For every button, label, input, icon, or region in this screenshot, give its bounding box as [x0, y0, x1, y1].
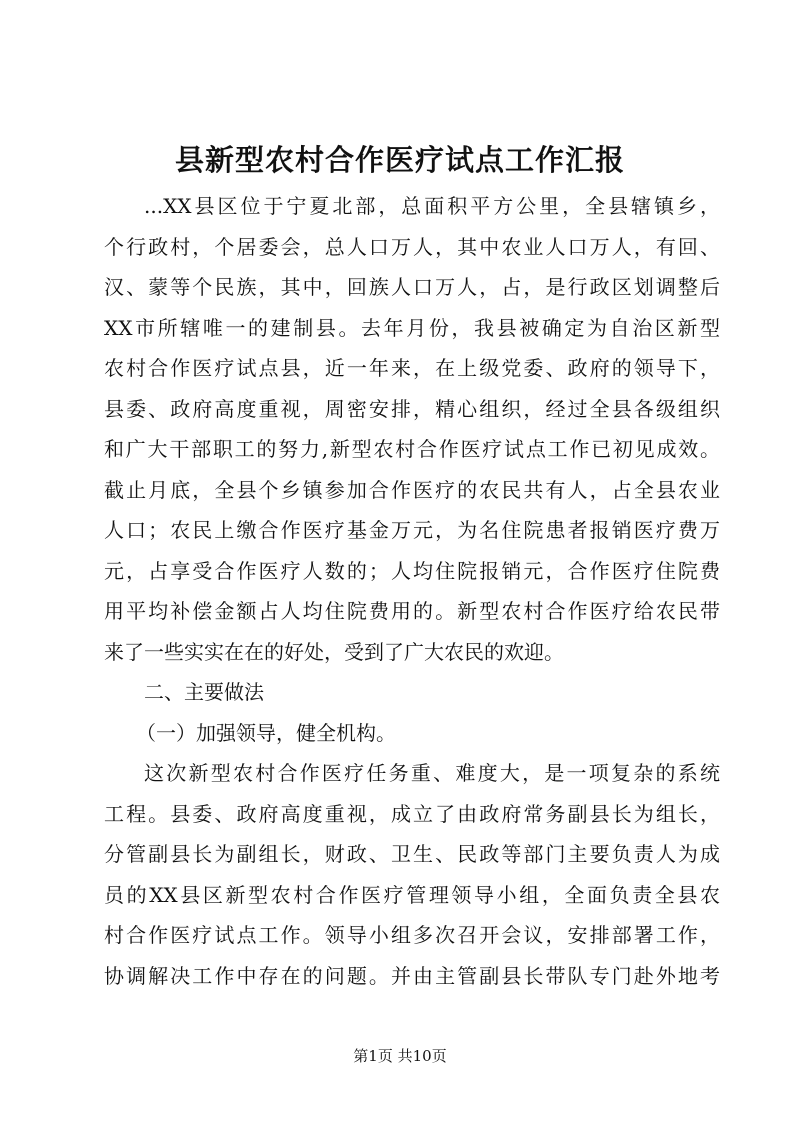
text-line: 元，占享受合作医疗人数的；人均住院报销元，合作医疗住院费 — [104, 558, 720, 583]
text-line: 工程。县委、政府高度重视，成立了由政府常务副县长为组长， — [104, 801, 720, 826]
text-line: 这次新型农村合作医疗任务重、难度大，是一项复杂的系统 — [144, 761, 720, 785]
document-title: 县新型农村合作医疗试点工作汇报 — [174, 143, 625, 177]
text-line: 用平均补偿金额占人均住院费用的。新型农村合作医疗给农民带 — [104, 599, 720, 623]
text-line: 来了一些实实在在的好处，受到了广大农民的欢迎。 — [104, 639, 564, 664]
text-line: 农村合作医疗试点县，近一年来，在上级党委、政府的领导下， — [104, 356, 720, 380]
text-line: 县委、政府高度重视，周密安排，精心组织，经过全县各级组织 — [104, 396, 720, 421]
text-line: 和广大干部职工的努力,新型农村合作医疗试点工作已初见成效。 — [104, 437, 720, 461]
text-line: 分管副县长为副组长，财政、卫生、民政等部门主要负责人为成 — [104, 842, 720, 866]
text-line: XX市所辖唯一的建制县。去年月份，我县被确定为自治区新型 — [104, 315, 720, 340]
text-line: ...XX县区位于宁夏北部，总面积平方公里，全县辖镇乡， — [144, 194, 720, 218]
document-body — [104, 186, 720, 996]
page-number: 第1页 共10页 — [353, 1047, 447, 1065]
text-line: 村合作医疗试点工作。领导小组多次召开会议，安排部署工作， — [104, 923, 720, 947]
text-line: 协调解决工作中存在的问题。并由主管副县长带队专门赴外地考 — [104, 963, 720, 988]
subsection-heading: （一）加强领导，健全机构。 — [136, 720, 396, 745]
text-line: 个行政村，个居委会，总人口万人，其中农业人口万人，有回、 — [104, 234, 720, 259]
text-line: 人口；农民上缴合作医疗基金万元，为名住院患者报销医疗费万 — [104, 518, 720, 542]
section-heading: 二、主要做法 — [144, 680, 264, 704]
text-line: 截止月底，全县个乡镇参加合作医疗的农民共有人，占全县农业 — [104, 477, 720, 502]
text-line: 汉、蒙等个民族，其中，回族人口万人，占，是行政区划调整后 — [104, 275, 720, 299]
text-line: 员的XX县区新型农村合作医疗管理领导小组，全面负责全县农 — [104, 882, 720, 907]
